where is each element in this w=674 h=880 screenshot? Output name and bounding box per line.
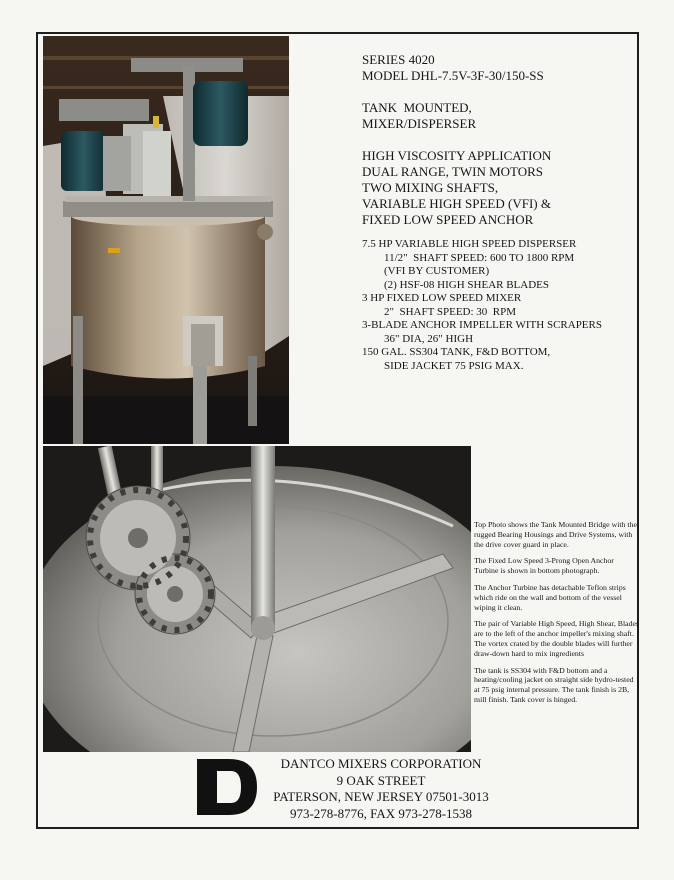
series-title: SERIES 4020 xyxy=(362,52,435,67)
spec-line-10: SIDE JACKET 75 PSIG MAX. xyxy=(362,359,524,372)
company-city: PATERSON, NEW JERSEY 07501-3013 xyxy=(273,789,489,804)
caption-anchor-turbine: The Fixed Low Speed 3-Prong Open Anchor Turbine is shown in bottom photograph. xyxy=(474,556,614,576)
type-line-2: MIXER/DISPERSER xyxy=(362,116,477,131)
spec-line-8: 36" DIA, 26" HIGH xyxy=(362,332,474,345)
model-number: MODEL DHL-7.5V-3F-30/150-SS xyxy=(362,68,544,83)
tank-interior-photo xyxy=(43,446,471,752)
company-street: 9 OAK STREET xyxy=(336,772,426,788)
company-info xyxy=(266,756,496,822)
spec-line-4: (2) HSF-08 HIGH SHEAR BLADES xyxy=(362,278,550,291)
spec-line-2: 11/2" SHAFT SPEED: 600 TO 1800 RPM xyxy=(362,251,575,264)
tank-mixer-photo xyxy=(43,36,289,444)
feature-line-3: TWO MIXING SHAFTS, xyxy=(362,180,499,195)
caption-tank-details: The tank is SS304 with F&D bottom and a heating/cooling jacket on straight side hydro-tested at 75 psig internal pressure. The tank finish is 2B, mill finish. Tank cover is hinged. xyxy=(474,665,634,704)
feature-line-5: FIXED LOW SPEED ANCHOR xyxy=(362,212,534,227)
spec-line-6: 2" SHAFT SPEED: 30 RPM xyxy=(362,305,517,318)
dantco-logo xyxy=(195,757,259,817)
type-line-1: TANK MOUNTED, xyxy=(362,100,472,115)
caption-high-shear-blades: The pair of Variable High Speed, High Shear, Blades are to the left of the anchor impeller's mixing shaft. The vortex crated by the double blades will further draw-down hard to mix ingredients xyxy=(474,619,639,658)
spec-line-3: (VFI BY CUSTOMER) xyxy=(362,265,490,277)
spec-line-1: 7.5 HP VARIABLE HIGH SPEED DISPERSER xyxy=(362,238,577,250)
feature-line-4: VARIABLE HIGH SPEED (VFI) & xyxy=(362,196,551,211)
company-name: DANTCO MIXERS CORPORATION xyxy=(280,756,482,771)
feature-line-1: HIGH VISCOSITY APPLICATION xyxy=(362,148,552,163)
spec-line-5: 3 HP FIXED LOW SPEED MIXER xyxy=(362,292,522,304)
spec-line-7: 3-BLADE ANCHOR IMPELLER WITH SCRAPERS xyxy=(362,319,602,331)
caption-teflon-strips: The Anchor Turbine has detachable Teflon strips which ride on the wall and bottom of the vessel wiping it clean. xyxy=(474,582,626,612)
photo-captions xyxy=(474,520,640,712)
spec-line-9: 150 GAL. SS304 TANK, F&D BOTTOM, xyxy=(362,346,551,358)
feature-line-2: DUAL RANGE, TWIN MOTORS xyxy=(362,164,544,179)
caption-top-photo: Top Photo shows the Tank Mounted Bridge with the rugged Bearing Housings and Drive Systems, with the drive cover guard in place. xyxy=(474,520,637,549)
company-phone-fax: 973-278-8776, FAX 973-278-1538 xyxy=(289,805,473,821)
